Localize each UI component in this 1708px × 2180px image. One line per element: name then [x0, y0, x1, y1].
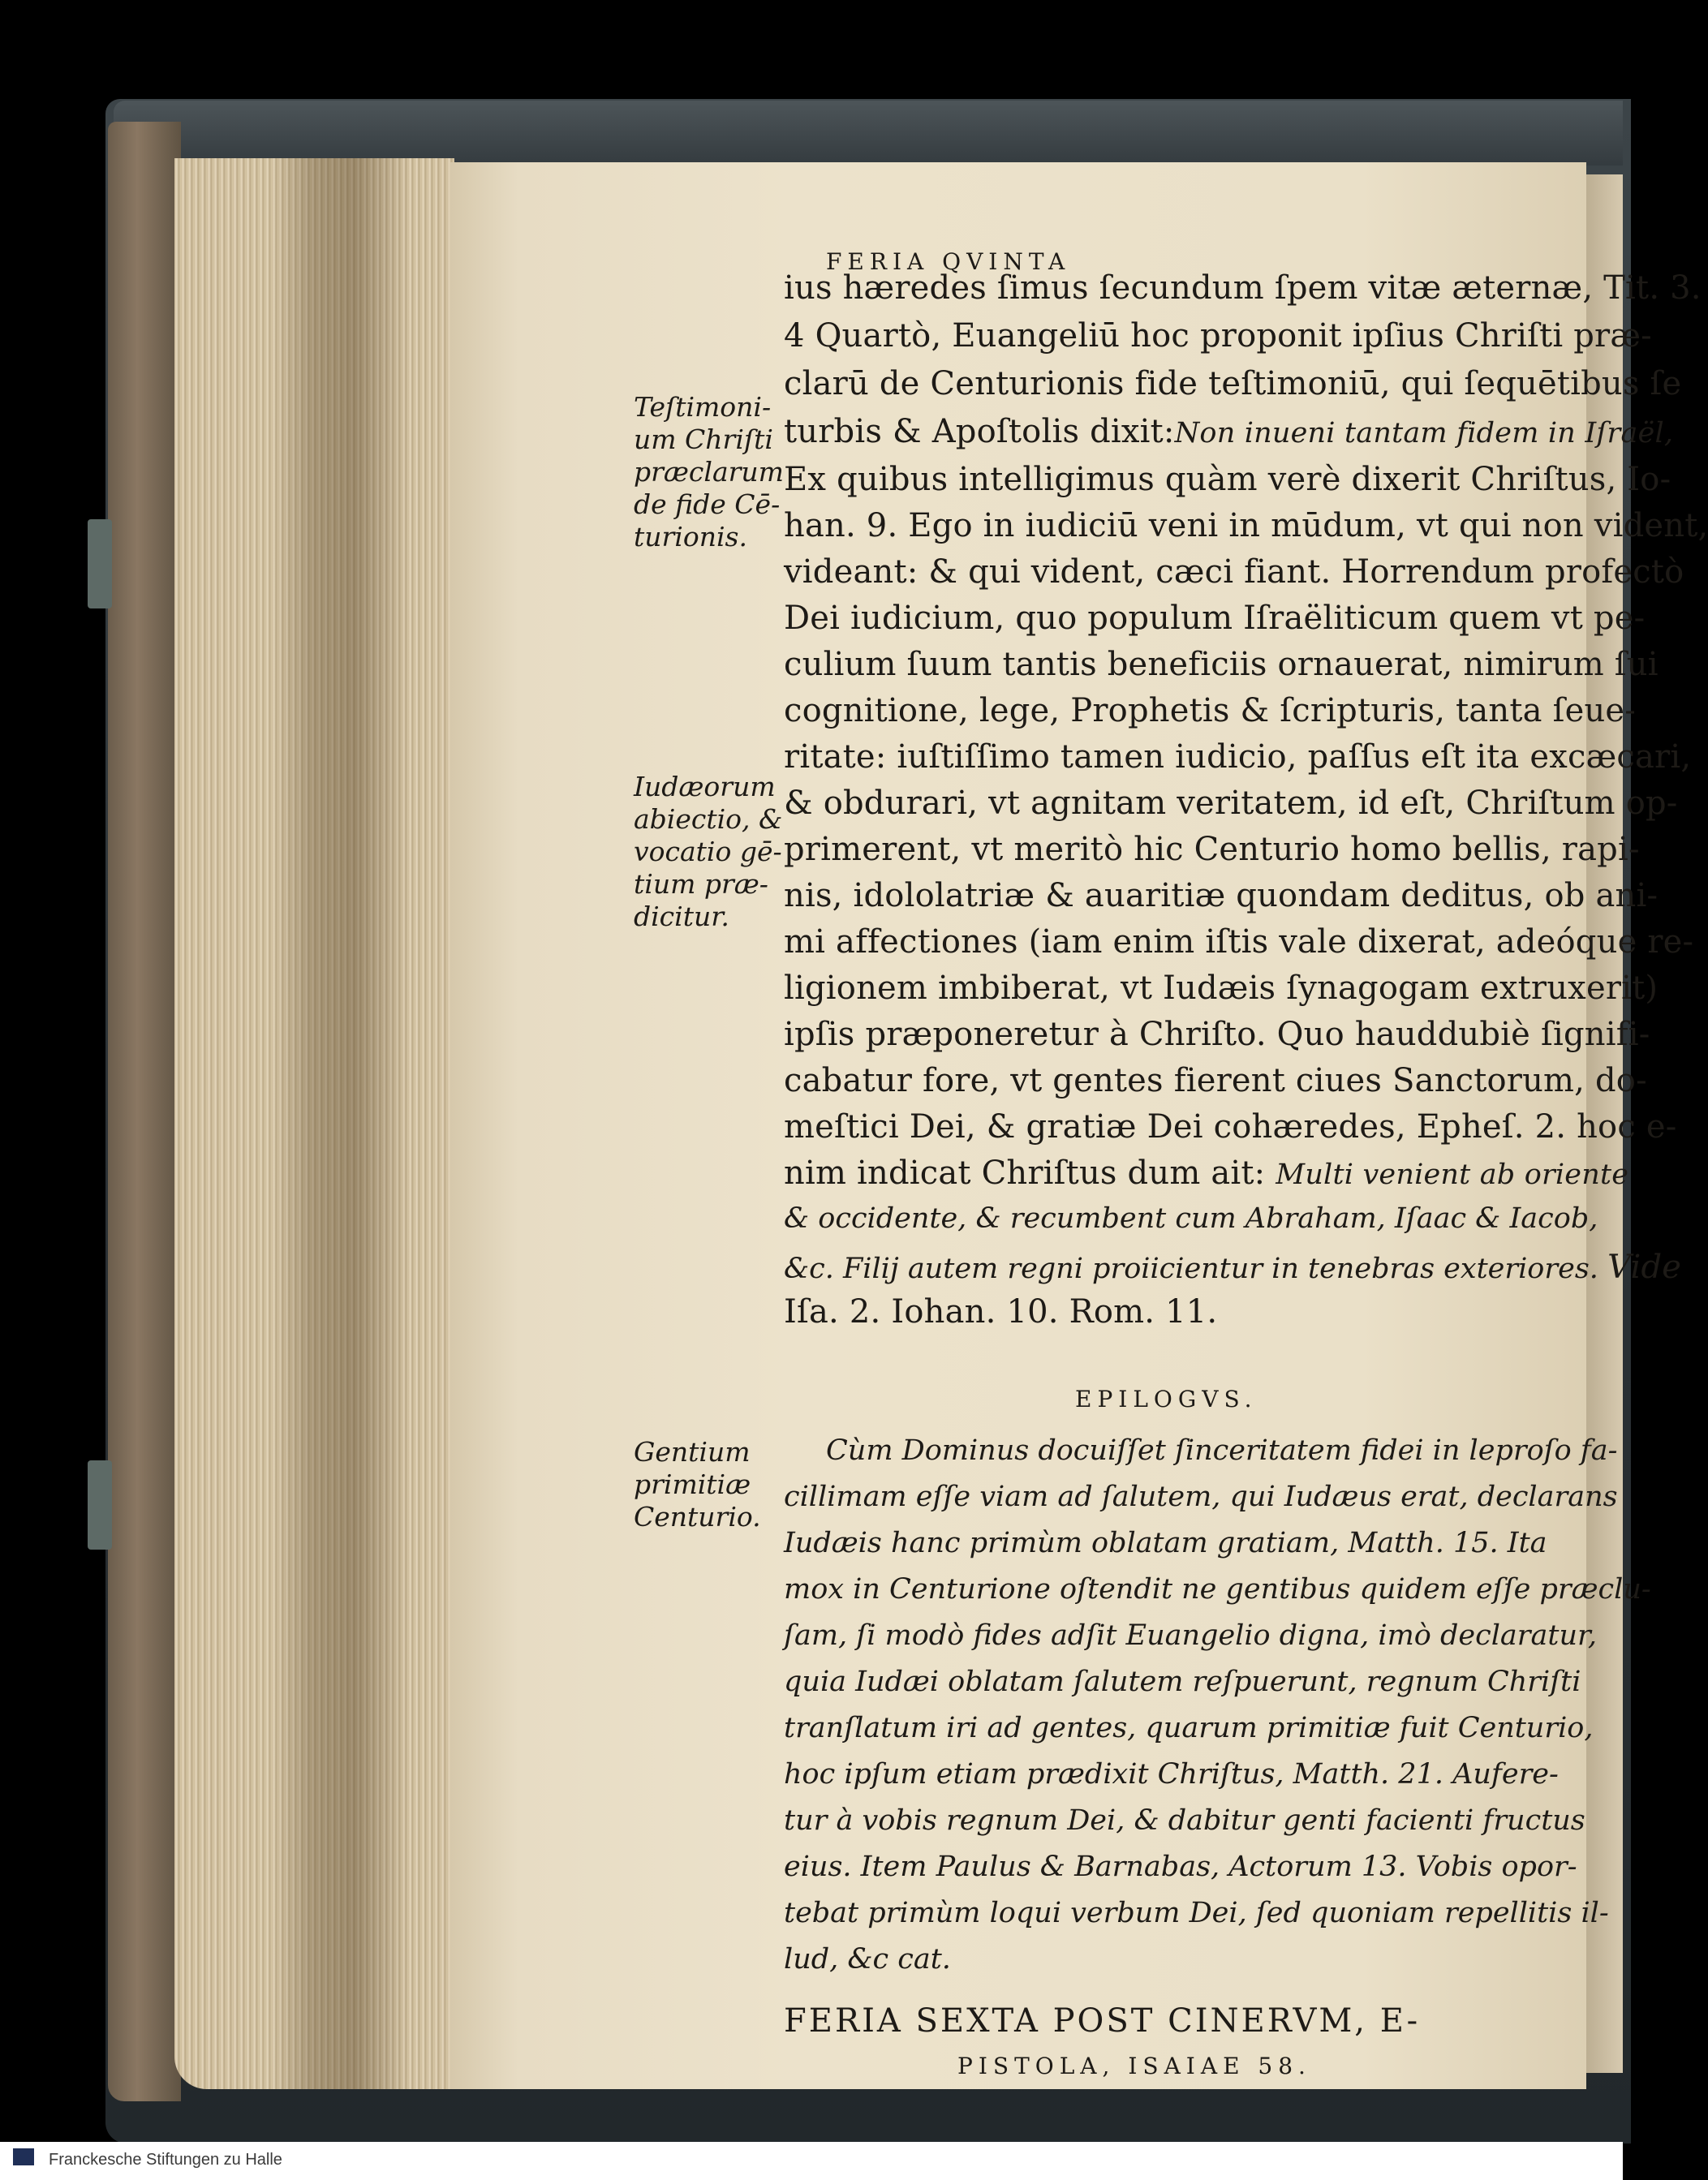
- body-line-italic: & occidente, & recumbent cum Abraham, Iſaac & Iacob,: [784, 1202, 1598, 1235]
- body-line: Iſa. 2. Iohan. 10. Rom. 11.: [784, 1293, 1218, 1331]
- margin-note: dicitur.: [634, 901, 729, 932]
- body-line: nis, idololatriæ & auaritiæ quondam deditus, ob ani-: [784, 877, 1659, 914]
- footer-bar: [0, 2142, 1623, 2180]
- margin-note: Centurio.: [634, 1501, 761, 1533]
- body-line: ius hæredes ſimus ſecundum ſpem vitæ æternæ, Tit. 3.: [784, 269, 1702, 307]
- body-line-italic: &c. Filij autem regni proiicientur in tenebras exteriores. Vide: [784, 1249, 1682, 1286]
- next-section-heading: FERIA SEXTA POST CINERVM, E-: [784, 2002, 1421, 2040]
- epilogue-line: lud, &c cat.: [784, 1943, 951, 1976]
- body-line: primerent, vt meritò hic Centurio homo bellis, rapi-: [784, 831, 1640, 868]
- book-spine: [108, 122, 181, 2101]
- epilogue-heading: EPILOGVS.: [1075, 1386, 1258, 1412]
- body-line: & obdurari, vt agnitam veritatem, id eſt, Chriſtum op-: [784, 785, 1678, 822]
- body-line: han. 9. Ego in iudiciū veni in mūdum, vt qui non vident,: [784, 507, 1708, 544]
- margin-note: Gentium: [634, 1436, 751, 1468]
- body-line: mi affectiones (iam enim iſtis vale dixerat, adeóque re-: [784, 923, 1694, 961]
- body-line: 4 Quartò, Euangeliū hoc proponit ipſius Chriſti præ-: [784, 317, 1652, 355]
- running-head: FERIA QVINTA: [826, 248, 1071, 275]
- body-line: videant: & qui vident, cæci fiant. Horrendum profectò: [784, 553, 1684, 591]
- next-section-subheading: PISTOLA, ISAIAE 58.: [957, 2053, 1311, 2079]
- clasp-bottom: [88, 1460, 112, 1550]
- body-line: ipſis præponeretur à Chriſto. Quo hauddubiè ſignifi-: [784, 1016, 1650, 1053]
- body-line: nim indicat Chriſtus dum ait: Multi venient ab oriente: [784, 1154, 1629, 1192]
- epilogue-line: cillimam eſſe viam ad ſalutem, qui Iudæus erat, declarans: [784, 1481, 1618, 1513]
- margin-note: primitiæ: [634, 1468, 751, 1500]
- body-line: clarū de Centurionis fide teſtimoniū, qui ſequētibus ſe: [784, 365, 1682, 402]
- margin-note: de fide Cē-: [634, 488, 781, 520]
- epilogue-line: mox in Centurione oſtendit ne gentibus quidem eſſe præclu-: [784, 1573, 1651, 1606]
- epilogue-line: Cùm Dominus docuiſſet ſinceritatem fidei in leproſo fa-: [826, 1434, 1618, 1467]
- epilogue-line: eius. Item Paulus & Barnabas, Actorum 13. Vobis opor-: [784, 1851, 1577, 1883]
- epilogue-line: Iudæis hanc primùm oblatam gratiam, Matth. 15. Ita: [784, 1527, 1547, 1559]
- margin-note: abiectio, &: [634, 803, 783, 835]
- body-line: ritate: iuſtiſſimo tamen iudicio, paſſus eſt ita excæcari,: [784, 738, 1692, 776]
- quote-italic: Non inueni tantam fidem in Iſraël,: [1174, 417, 1674, 449]
- margin-note: turionis.: [634, 521, 747, 553]
- epilogue-line: tur à vobis regnum Dei, & dabitur genti facienti fructus: [784, 1804, 1585, 1837]
- page-edges: [174, 158, 454, 2089]
- body-line: culium ſuum tantis beneficiis ornauerat, nimirum ſui: [784, 646, 1659, 683]
- body-line: cognitione, lege, Prophetis & ſcripturis, tanta ſeue-: [784, 692, 1636, 729]
- epilogue-line: tranſlatum iri ad gentes, quarum primitiæ fuit Centurio,: [784, 1712, 1594, 1744]
- epilogue-line: hoc ipſum etiam prædixit Chriſtus, Matth. 21. Aufere-: [784, 1758, 1559, 1791]
- epilogue-line: ſam, ſi modò fides adſit Euangelio digna, imò declaratur,: [784, 1619, 1597, 1652]
- margin-note: um Chriſti: [634, 424, 773, 455]
- epilogue-line: tebat primùm loqui verbum Dei, ſed quoniam repellitis il-: [784, 1897, 1609, 1929]
- margin-note: Teſtimoni-: [634, 391, 772, 423]
- epilogue-line: quia Iudæi oblatam ſalutem reſpuerunt, regnum Chriſti: [784, 1666, 1581, 1698]
- margin-note: Iudæorum: [634, 771, 776, 802]
- book-page: [450, 162, 1708, 2089]
- book-board-top: [114, 101, 1623, 166]
- margin-note: tium præ-: [634, 868, 768, 900]
- margin-note: vocatio gē-: [634, 836, 782, 867]
- body-line: Ex quibus intelligimus quàm verè dixerit Chriſtus, Io-: [784, 461, 1671, 498]
- clasp-top: [88, 519, 112, 608]
- body-line: ligionem imbiberat, vt Iudæis ſynagogam extruxerit): [784, 970, 1659, 1007]
- body-line: meſtici Dei, & gratiæ Dei cohæredes, Epheſ. 2. hoc e-: [784, 1108, 1677, 1146]
- quote-italic: Multi venient ab oriente: [1276, 1159, 1629, 1191]
- body-line: cabatur fore, vt gentes fierent ciues Sanctorum, do-: [784, 1062, 1647, 1099]
- body-line: turbis & Apoſtolis dixit:Non inueni tantam fidem in Iſraël,: [784, 413, 1674, 450]
- body-line: Dei iudicium, quo populum Iſraëliticum quem vt pe-: [784, 600, 1646, 637]
- footer-label: Franckesche Stiftungen zu Halle: [49, 2151, 282, 2169]
- institution-logo-icon: [13, 2148, 34, 2174]
- margin-note: præclarum: [634, 456, 784, 488]
